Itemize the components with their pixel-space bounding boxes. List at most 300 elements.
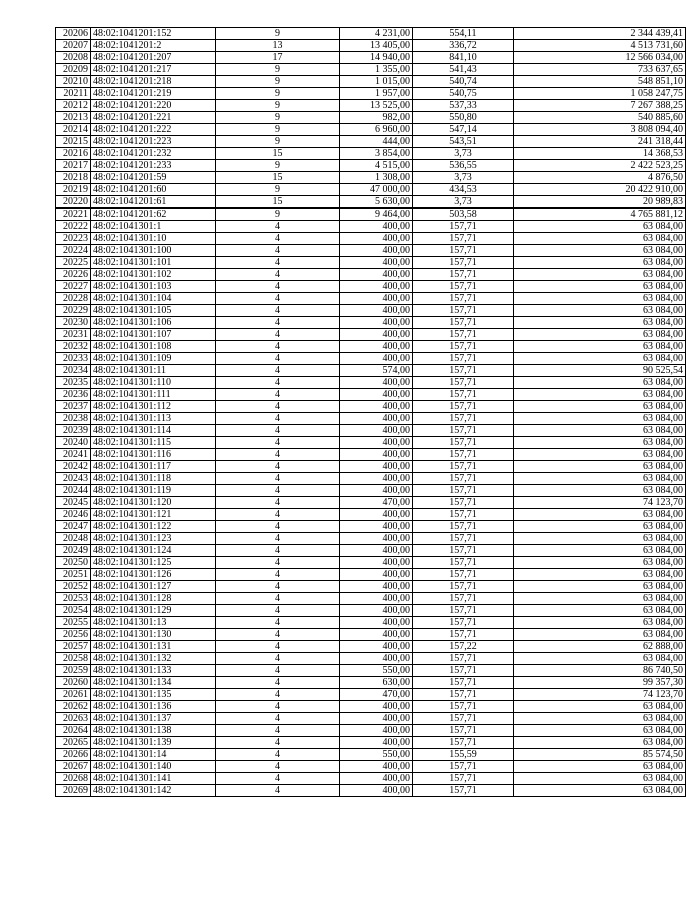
area-cell: 400,00 [340, 569, 413, 581]
rate-cell: 157,71 [413, 221, 514, 233]
cadastral-value-cell: 63 084,00 [514, 785, 686, 797]
cadastral-value-cell: 63 084,00 [514, 569, 686, 581]
cadastral-number-cell: 48:02:1041301:101 [91, 257, 216, 269]
table-row [56, 353, 686, 365]
cadastral-number-cell: 48:02:1041301:128 [91, 593, 216, 605]
cadastral-value-cell: 540 885,60 [514, 112, 686, 124]
cadastral-value-cell: 733 637,65 [514, 64, 686, 76]
table-row [56, 437, 686, 449]
cadastral-number-cell: 48:02:1041301:142 [91, 785, 216, 797]
area-cell: 400,00 [340, 473, 413, 485]
cadastral-number-cell: 48:02:1041301:102 [91, 269, 216, 281]
rate-cell: 550,80 [413, 112, 514, 124]
area-cell: 4 515,00 [340, 160, 413, 172]
row-index-cell: 20219 [56, 184, 91, 196]
category-code-cell: 4 [216, 257, 340, 269]
rate-cell: 157,71 [413, 449, 514, 461]
rate-cell: 157,71 [413, 713, 514, 725]
cadastral-number-cell: 48:02:1041301:129 [91, 605, 216, 617]
cadastral-value-cell: 63 084,00 [514, 389, 686, 401]
row-index-cell: 20206 [56, 28, 91, 40]
area-cell: 400,00 [340, 437, 413, 449]
row-index-cell: 20228 [56, 293, 91, 305]
row-index-cell: 20243 [56, 473, 91, 485]
table-row [56, 124, 686, 136]
row-index-cell: 20266 [56, 749, 91, 761]
area-cell: 400,00 [340, 533, 413, 545]
cadastral-number-cell: 48:02:1041301:110 [91, 377, 216, 389]
cadastral-number-cell: 48:02:1041301:116 [91, 449, 216, 461]
cadastral-number-cell: 48:02:1041301:125 [91, 557, 216, 569]
row-index-cell: 20263 [56, 713, 91, 725]
table-row [56, 377, 686, 389]
cadastral-number-cell: 48:02:1041201:2 [91, 40, 216, 52]
row-index-cell: 20213 [56, 112, 91, 124]
rate-cell: 157,71 [413, 737, 514, 749]
row-index-cell: 20232 [56, 341, 91, 353]
row-index-cell: 20218 [56, 172, 91, 184]
row-index-cell: 20231 [56, 329, 91, 341]
rate-cell: 157,71 [413, 257, 514, 269]
area-cell: 400,00 [340, 653, 413, 665]
area-cell: 47 000,00 [340, 184, 413, 196]
row-index-cell: 20256 [56, 629, 91, 641]
table-row [56, 581, 686, 593]
category-code-cell: 9 [216, 88, 340, 100]
rate-cell: 503,58 [413, 208, 514, 221]
cadastral-number-cell: 48:02:1041301:105 [91, 305, 216, 317]
rate-cell: 157,71 [413, 233, 514, 245]
category-code-cell: 4 [216, 641, 340, 653]
table-row [56, 293, 686, 305]
table-row [56, 737, 686, 749]
row-index-cell: 20216 [56, 148, 91, 160]
category-code-cell: 4 [216, 473, 340, 485]
rate-cell: 157,71 [413, 341, 514, 353]
row-index-cell: 20234 [56, 365, 91, 377]
cadastral-value-cell: 63 084,00 [514, 221, 686, 233]
rate-cell: 157,71 [413, 413, 514, 425]
rate-cell: 536,55 [413, 160, 514, 172]
table-row [56, 136, 686, 148]
cadastral-number-cell: 48:02:1041301:112 [91, 401, 216, 413]
area-cell: 400,00 [340, 629, 413, 641]
row-index-cell: 20259 [56, 665, 91, 677]
row-index-cell: 20236 [56, 389, 91, 401]
table-row [56, 329, 686, 341]
category-code-cell: 9 [216, 28, 340, 40]
rate-cell: 543,51 [413, 136, 514, 148]
cadastral-number-cell: 48:02:1041301:122 [91, 521, 216, 533]
cadastral-number-cell: 48:02:1041301:109 [91, 353, 216, 365]
rate-cell: 157,71 [413, 353, 514, 365]
rate-cell: 157,71 [413, 293, 514, 305]
category-code-cell: 4 [216, 557, 340, 569]
table-row [56, 112, 686, 124]
category-code-cell: 4 [216, 293, 340, 305]
rate-cell: 157,71 [413, 761, 514, 773]
row-index-cell: 20235 [56, 377, 91, 389]
category-code-cell: 9 [216, 208, 340, 221]
rate-cell: 157,71 [413, 473, 514, 485]
cadastral-number-cell: 48:02:1041301:139 [91, 737, 216, 749]
table-row [56, 389, 686, 401]
area-cell: 400,00 [340, 461, 413, 473]
table-row [56, 28, 686, 40]
table-row [56, 88, 686, 100]
category-code-cell: 9 [216, 136, 340, 148]
rate-cell: 157,71 [413, 581, 514, 593]
category-code-cell: 4 [216, 377, 340, 389]
cadastral-value-cell: 63 084,00 [514, 593, 686, 605]
category-code-cell: 4 [216, 245, 340, 257]
category-code-cell: 4 [216, 617, 340, 629]
rate-cell: 157,71 [413, 377, 514, 389]
row-index-cell: 20212 [56, 100, 91, 112]
area-cell: 14 940,00 [340, 52, 413, 64]
category-code-cell: 15 [216, 148, 340, 160]
category-code-cell: 9 [216, 112, 340, 124]
category-code-cell: 4 [216, 281, 340, 293]
area-cell: 400,00 [340, 257, 413, 269]
cadastral-number-cell: 48:02:1041301:1 [91, 221, 216, 233]
row-index-cell: 20209 [56, 64, 91, 76]
category-code-cell: 4 [216, 593, 340, 605]
cadastral-number-cell: 48:02:1041301:104 [91, 293, 216, 305]
area-cell: 400,00 [340, 593, 413, 605]
cadastral-number-cell: 48:02:1041301:137 [91, 713, 216, 725]
row-index-cell: 20254 [56, 605, 91, 617]
category-code-cell: 4 [216, 761, 340, 773]
category-code-cell: 4 [216, 221, 340, 233]
row-index-cell: 20230 [56, 317, 91, 329]
cadastral-number-cell: 48:02:1041201:219 [91, 88, 216, 100]
cadastral-value-cell: 63 084,00 [514, 485, 686, 497]
rate-cell: 157,71 [413, 653, 514, 665]
row-index-cell: 20214 [56, 124, 91, 136]
rate-cell: 157,71 [413, 557, 514, 569]
row-index-cell: 20264 [56, 725, 91, 737]
row-index-cell: 20253 [56, 593, 91, 605]
cadastral-number-cell: 48:02:1041301:123 [91, 533, 216, 545]
cadastral-value-cell: 2 422 523,25 [514, 160, 686, 172]
table-row [56, 761, 686, 773]
rate-cell: 157,71 [413, 437, 514, 449]
cadastral-value-cell: 63 084,00 [514, 233, 686, 245]
category-code-cell: 9 [216, 160, 340, 172]
area-cell: 400,00 [340, 773, 413, 785]
category-code-cell: 4 [216, 485, 340, 497]
cadastral-value-cell: 548 851,10 [514, 76, 686, 88]
table-row [56, 341, 686, 353]
cadastral-value-cell: 63 084,00 [514, 281, 686, 293]
cadastral-value-cell: 63 084,00 [514, 557, 686, 569]
cadastral-value-cell: 63 084,00 [514, 353, 686, 365]
rate-cell: 157,71 [413, 605, 514, 617]
cadastral-number-cell: 48:02:1041301:100 [91, 245, 216, 257]
rate-cell: 157,71 [413, 317, 514, 329]
category-code-cell: 4 [216, 629, 340, 641]
row-index-cell: 20215 [56, 136, 91, 148]
row-index-cell: 20217 [56, 160, 91, 172]
category-code-cell: 4 [216, 581, 340, 593]
category-code-cell: 4 [216, 677, 340, 689]
area-cell: 400,00 [340, 761, 413, 773]
rate-cell: 157,71 [413, 593, 514, 605]
table-row [56, 521, 686, 533]
table-row [56, 64, 686, 76]
category-code-cell: 4 [216, 401, 340, 413]
row-index-cell: 20257 [56, 641, 91, 653]
area-cell: 1 308,00 [340, 172, 413, 184]
table-row [56, 40, 686, 52]
table-row [56, 629, 686, 641]
cadastral-number-cell: 48:02:1041201:59 [91, 172, 216, 184]
table-row [56, 401, 686, 413]
category-code-cell: 13 [216, 40, 340, 52]
cadastral-value-cell: 3 808 094,40 [514, 124, 686, 136]
area-cell: 400,00 [340, 617, 413, 629]
cadastral-value-cell: 1 058 247,75 [514, 88, 686, 100]
cadastral-number-cell: 48:02:1041201:207 [91, 52, 216, 64]
rate-cell: 157,71 [413, 521, 514, 533]
cadastral-number-cell: 48:02:1041301:13 [91, 617, 216, 629]
cadastral-value-cell: 63 084,00 [514, 761, 686, 773]
cadastral-value-cell: 63 084,00 [514, 269, 686, 281]
row-index-cell: 20247 [56, 521, 91, 533]
table-row [56, 473, 686, 485]
cadastral-value-cell: 63 084,00 [514, 533, 686, 545]
cadastral-number-cell: 48:02:1041301:134 [91, 677, 216, 689]
category-code-cell: 4 [216, 509, 340, 521]
table-row [56, 785, 686, 797]
category-code-cell: 4 [216, 689, 340, 701]
table-row [56, 148, 686, 160]
table-row [56, 593, 686, 605]
cadastral-value-cell: 63 084,00 [514, 581, 686, 593]
row-index-cell: 20220 [56, 196, 91, 209]
cadastral-value-cell: 63 084,00 [514, 509, 686, 521]
rate-cell: 157,71 [413, 269, 514, 281]
cadastral-number-cell: 48:02:1041301:127 [91, 581, 216, 593]
cadastral-number-cell: 48:02:1041201:220 [91, 100, 216, 112]
category-code-cell: 4 [216, 449, 340, 461]
row-index-cell: 20245 [56, 497, 91, 509]
cadastral-value-cell: 63 084,00 [514, 449, 686, 461]
table-row [56, 557, 686, 569]
category-code-cell: 4 [216, 701, 340, 713]
table-row [56, 617, 686, 629]
category-code-cell: 4 [216, 737, 340, 749]
area-cell: 400,00 [340, 605, 413, 617]
cadastral-number-cell: 48:02:1041201:62 [91, 208, 216, 221]
row-index-cell: 20255 [56, 617, 91, 629]
table-row [56, 533, 686, 545]
category-code-cell: 4 [216, 365, 340, 377]
cadastral-number-cell: 48:02:1041301:113 [91, 413, 216, 425]
row-index-cell: 20258 [56, 653, 91, 665]
cadastral-value-cell: 12 566 034,00 [514, 52, 686, 64]
area-cell: 400,00 [340, 269, 413, 281]
table-row [56, 100, 686, 112]
category-code-cell: 4 [216, 533, 340, 545]
row-index-cell: 20249 [56, 545, 91, 557]
area-cell: 1 957,00 [340, 88, 413, 100]
row-index-cell: 20262 [56, 701, 91, 713]
cadastral-number-cell: 48:02:1041201:61 [91, 196, 216, 209]
area-cell: 444,00 [340, 136, 413, 148]
cadastral-number-cell: 48:02:1041301:14 [91, 749, 216, 761]
category-code-cell: 15 [216, 172, 340, 184]
area-cell: 400,00 [340, 377, 413, 389]
area-cell: 400,00 [340, 785, 413, 797]
cadastral-value-cell: 63 084,00 [514, 701, 686, 713]
category-code-cell: 4 [216, 521, 340, 533]
row-index-cell: 20207 [56, 40, 91, 52]
cadastral-value-cell: 4 513 731,60 [514, 40, 686, 52]
category-code-cell: 4 [216, 749, 340, 761]
area-cell: 400,00 [340, 341, 413, 353]
category-code-cell: 4 [216, 545, 340, 557]
rate-cell: 157,71 [413, 485, 514, 497]
area-cell: 3 854,00 [340, 148, 413, 160]
table-row [56, 653, 686, 665]
rate-cell: 157,71 [413, 245, 514, 257]
table-row [56, 749, 686, 761]
rate-cell: 157,71 [413, 281, 514, 293]
table-row [56, 701, 686, 713]
table-row [56, 269, 686, 281]
cadastral-value-cell: 63 084,00 [514, 293, 686, 305]
category-code-cell: 9 [216, 100, 340, 112]
row-index-cell: 20261 [56, 689, 91, 701]
area-cell: 400,00 [340, 725, 413, 737]
row-index-cell: 20224 [56, 245, 91, 257]
table-row [56, 317, 686, 329]
area-cell: 400,00 [340, 413, 413, 425]
table-row [56, 245, 686, 257]
cadastral-number-cell: 48:02:1041301:111 [91, 389, 216, 401]
cadastral-value-cell: 63 084,00 [514, 521, 686, 533]
row-index-cell: 20242 [56, 461, 91, 473]
row-index-cell: 20223 [56, 233, 91, 245]
cadastral-value-cell: 63 084,00 [514, 317, 686, 329]
category-code-cell: 9 [216, 184, 340, 196]
row-index-cell: 20244 [56, 485, 91, 497]
category-code-cell: 4 [216, 269, 340, 281]
area-cell: 400,00 [340, 509, 413, 521]
area-cell: 550,00 [340, 749, 413, 761]
rate-cell: 3,73 [413, 196, 514, 209]
rate-cell: 3,73 [413, 172, 514, 184]
area-cell: 400,00 [340, 449, 413, 461]
cadastral-number-cell: 48:02:1041301:108 [91, 341, 216, 353]
table-row [56, 461, 686, 473]
cadastral-number-cell: 48:02:1041201:223 [91, 136, 216, 148]
area-cell: 400,00 [340, 221, 413, 233]
row-index-cell: 20269 [56, 785, 91, 797]
area-cell: 9 464,00 [340, 208, 413, 221]
rate-cell: 841,10 [413, 52, 514, 64]
area-cell: 1 015,00 [340, 76, 413, 88]
area-cell: 630,00 [340, 677, 413, 689]
cadastral-value-cell: 20 422 910,00 [514, 184, 686, 196]
cadastral-number-cell: 48:02:1041201:222 [91, 124, 216, 136]
cadastral-value-cell: 2 344 439,41 [514, 28, 686, 40]
cadastral-value-cell: 7 267 388,25 [514, 100, 686, 112]
table-row [56, 196, 686, 209]
row-index-cell: 20237 [56, 401, 91, 413]
rate-cell: 157,71 [413, 773, 514, 785]
table-row [56, 497, 686, 509]
cadastral-number-cell: 48:02:1041301:120 [91, 497, 216, 509]
category-code-cell: 4 [216, 497, 340, 509]
row-index-cell: 20210 [56, 76, 91, 88]
table-row [56, 605, 686, 617]
category-code-cell: 4 [216, 725, 340, 737]
area-cell: 400,00 [340, 713, 413, 725]
table-row [56, 52, 686, 64]
table-row [56, 689, 686, 701]
cadastral-number-cell: 48:02:1041301:114 [91, 425, 216, 437]
row-index-cell: 20251 [56, 569, 91, 581]
table-row [56, 773, 686, 785]
row-index-cell: 20240 [56, 437, 91, 449]
rate-cell: 157,71 [413, 701, 514, 713]
table-row [56, 509, 686, 521]
area-cell: 550,00 [340, 665, 413, 677]
row-index-cell: 20221 [56, 208, 91, 221]
table-row [56, 569, 686, 581]
table-row [56, 449, 686, 461]
rate-cell: 157,71 [413, 365, 514, 377]
row-index-cell: 20268 [56, 773, 91, 785]
table-row [56, 677, 686, 689]
cadastral-number-cell: 48:02:1041301:140 [91, 761, 216, 773]
table-row [56, 725, 686, 737]
rate-cell: 336,72 [413, 40, 514, 52]
table-body [56, 28, 686, 797]
table-row [56, 160, 686, 172]
cadastral-value-cell: 85 574,50 [514, 749, 686, 761]
rate-cell: 157,71 [413, 497, 514, 509]
area-cell: 6 960,00 [340, 124, 413, 136]
category-code-cell: 4 [216, 317, 340, 329]
cadastral-value-cell: 63 084,00 [514, 377, 686, 389]
area-cell: 400,00 [340, 641, 413, 653]
category-code-cell: 9 [216, 124, 340, 136]
cadastral-number-cell: 48:02:1041301:133 [91, 665, 216, 677]
cadastral-number-cell: 48:02:1041301:124 [91, 545, 216, 557]
rate-cell: 540,75 [413, 88, 514, 100]
area-cell: 400,00 [340, 281, 413, 293]
rate-cell: 3,73 [413, 148, 514, 160]
rate-cell: 157,71 [413, 461, 514, 473]
category-code-cell: 4 [216, 569, 340, 581]
category-code-cell: 4 [216, 461, 340, 473]
cadastral-number-cell: 48:02:1041301:135 [91, 689, 216, 701]
rate-cell: 157,22 [413, 641, 514, 653]
category-code-cell: 4 [216, 329, 340, 341]
area-cell: 400,00 [340, 545, 413, 557]
row-index-cell: 20229 [56, 305, 91, 317]
area-cell: 400,00 [340, 245, 413, 257]
cadastral-number-cell: 48:02:1041301:130 [91, 629, 216, 641]
row-index-cell: 20227 [56, 281, 91, 293]
area-cell: 400,00 [340, 353, 413, 365]
cadastral-value-cell: 63 084,00 [514, 245, 686, 257]
area-cell: 4 231,00 [340, 28, 413, 40]
